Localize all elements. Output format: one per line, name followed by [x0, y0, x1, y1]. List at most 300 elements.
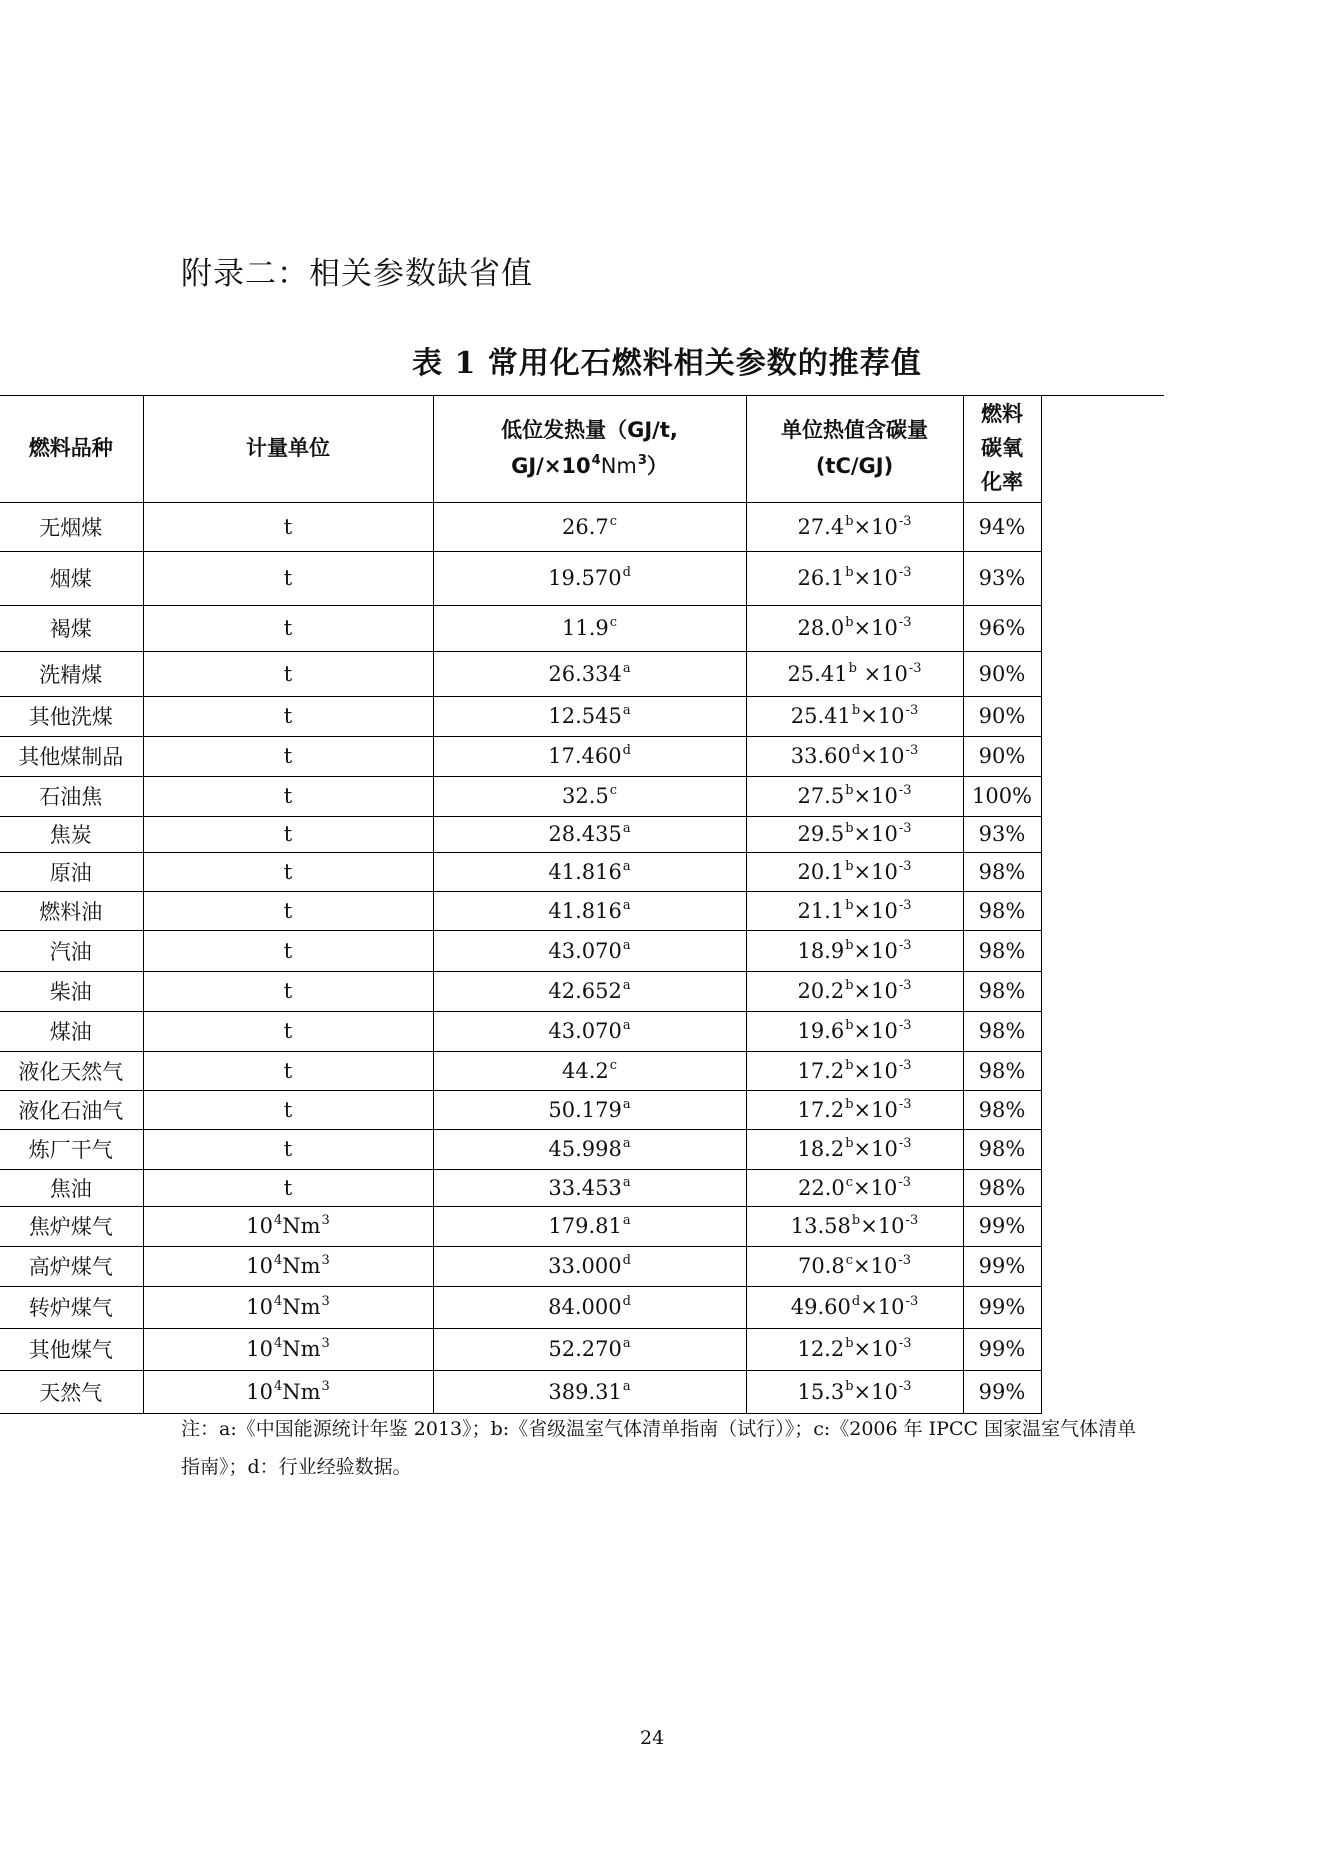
table-row	[0, 551, 1041, 605]
cc-value: 21.1	[797, 898, 845, 923]
unit-value: t	[283, 938, 293, 963]
cell-carbon-content	[746, 502, 963, 551]
cc-value: 17.2	[797, 1097, 845, 1122]
cell-unit	[143, 852, 433, 891]
cc-multiplier: ×10	[853, 1175, 898, 1200]
cell-oxidation-rate: 93%	[963, 816, 1041, 852]
cc-power: -3	[898, 1378, 912, 1394]
cc-value: 26.1	[797, 566, 845, 590]
cell-oxidation-rate: 90%	[963, 696, 1041, 736]
cc-multiplier: ×10	[853, 1379, 898, 1404]
cell-unit	[143, 736, 433, 776]
table-row	[0, 1370, 1041, 1413]
cc-power: -3	[898, 1253, 912, 1268]
cell-unit	[143, 605, 433, 651]
cell-ncv	[433, 852, 746, 891]
unit-exp: 4	[273, 1253, 283, 1268]
ncv-value: 42.652	[548, 979, 622, 1003]
cc-multiplier: ×10	[853, 822, 898, 846]
unit-nm: Nm	[282, 1254, 321, 1278]
ncv-value: 33.453	[548, 1175, 622, 1200]
cell-fuel: 其他煤气	[0, 1328, 143, 1370]
header-fuel: 燃料品种	[0, 395, 143, 502]
cell-ncv	[433, 1206, 746, 1246]
cc-power: -3	[898, 937, 912, 953]
ncv-source: a	[622, 660, 631, 676]
header-ox-line3: 化率	[981, 470, 1023, 495]
header-ncv-l2-exp: 4	[591, 453, 601, 469]
ncv-value: 45.998	[548, 1137, 622, 1161]
unit-value: t	[283, 859, 293, 884]
cc-source: b	[845, 978, 854, 993]
cc-multiplier: ×10	[860, 744, 905, 768]
table-header-row	[0, 395, 1041, 502]
cell-oxidation-rate: 96%	[963, 605, 1041, 651]
cell-unit	[143, 651, 433, 696]
cell-carbon-content	[746, 1206, 963, 1246]
cell-carbon-content	[746, 891, 963, 930]
cc-multiplier: ×10	[853, 859, 898, 884]
ncv-source: c	[609, 615, 618, 630]
cell-unit	[143, 1169, 433, 1206]
cc-power: -3	[905, 703, 919, 718]
appendix-heading: 附录二：相关参数缺省值	[181, 256, 533, 292]
cell-unit	[143, 1206, 433, 1246]
cc-source: b	[845, 615, 854, 630]
cell-carbon-content	[746, 1246, 963, 1286]
unit-value: t	[283, 566, 293, 590]
table-row	[0, 1169, 1041, 1206]
cell-ncv	[433, 502, 746, 551]
unit-value: t	[283, 514, 293, 539]
cell-unit	[143, 1090, 433, 1129]
cell-unit	[143, 502, 433, 551]
cc-power: -3	[898, 1096, 912, 1112]
unit-value: t	[283, 616, 293, 640]
cc-multiplier: ×10	[853, 1019, 898, 1043]
cc-source: c	[845, 1253, 854, 1268]
cc-source: b	[845, 783, 854, 798]
table-row	[0, 605, 1041, 651]
cc-source: b	[845, 821, 854, 836]
cell-oxidation-rate: 94%	[963, 502, 1041, 551]
cell-oxidation-rate: 98%	[963, 1129, 1041, 1169]
cell-fuel: 燃料油	[0, 891, 143, 930]
cc-value: 27.5	[797, 784, 845, 808]
header-ncv	[433, 395, 746, 502]
cc-power: -3	[898, 897, 912, 913]
cc-value: 13.58	[790, 1214, 851, 1238]
cc-source: b	[845, 1057, 854, 1073]
cell-ncv	[433, 971, 746, 1011]
table-footnote: 注：a:《中国能源统计年鉴 2013》；b:《省级温室气体清单指南（试行）》；c:《2006 年 IPCC 国家温室气体清单指南》；d：行业经验数据。	[181, 1418, 1137, 1478]
table-row	[0, 930, 1041, 971]
cc-power: -3	[905, 743, 919, 758]
cc-value: 19.6	[797, 1019, 845, 1043]
ncv-source: a	[622, 1336, 631, 1351]
cell-carbon-content	[746, 1011, 963, 1051]
header-ncv-l2-end: ）	[646, 454, 668, 479]
cell-oxidation-rate: 98%	[963, 1090, 1041, 1129]
ncv-value: 44.2	[561, 1058, 609, 1083]
cc-value: 20.1	[797, 859, 845, 884]
cc-source: b	[845, 937, 854, 953]
cc-source: b	[851, 1213, 861, 1228]
ncv-source: a	[622, 1018, 631, 1033]
ncv-source: d	[622, 743, 631, 758]
cell-carbon-content	[746, 1169, 963, 1206]
unit-value: t	[283, 1137, 293, 1161]
cell-carbon-content	[746, 1370, 963, 1413]
table-row	[0, 852, 1041, 891]
cell-fuel: 洗精煤	[0, 651, 143, 696]
cell-carbon-content	[746, 852, 963, 891]
cc-multiplier: ×10	[853, 1137, 898, 1161]
table-row	[0, 816, 1041, 852]
unit-exp2: 3	[321, 1213, 330, 1228]
ncv-value: 26.334	[548, 661, 622, 686]
cc-multiplier: ×10	[853, 1058, 898, 1083]
cc-source: c	[845, 1174, 854, 1190]
cell-oxidation-rate: 90%	[963, 651, 1041, 696]
ncv-value: 12.545	[548, 704, 622, 728]
ncv-source: a	[622, 1096, 631, 1112]
ncv-source: c	[609, 783, 618, 798]
cc-value: 28.0	[797, 616, 845, 640]
unit-exp: 4	[273, 1378, 283, 1394]
cell-unit	[143, 930, 433, 971]
cell-oxidation-rate: 98%	[963, 1011, 1041, 1051]
cell-unit	[143, 551, 433, 605]
unit-value: t	[283, 661, 293, 686]
table-row	[0, 736, 1041, 776]
cell-carbon-content	[746, 605, 963, 651]
ncv-source: a	[622, 1213, 631, 1228]
unit-base: 10	[246, 1214, 273, 1238]
table-row	[0, 891, 1041, 930]
cc-power: -3	[898, 1057, 912, 1073]
cc-source: b	[845, 565, 854, 580]
cell-ncv	[433, 1246, 746, 1286]
cell-ncv	[433, 891, 746, 930]
cell-oxidation-rate: 99%	[963, 1286, 1041, 1328]
ncv-source: a	[622, 858, 631, 874]
cell-unit	[143, 1129, 433, 1169]
ncv-value: 33.000	[548, 1254, 622, 1278]
cell-ncv	[433, 1286, 746, 1328]
cell-ncv	[433, 1090, 746, 1129]
cell-unit	[143, 1370, 433, 1413]
cell-fuel: 烟煤	[0, 551, 143, 605]
ncv-source: c	[609, 1057, 618, 1073]
table-row	[0, 1206, 1041, 1246]
cell-carbon-content	[746, 651, 963, 696]
cell-fuel: 液化石油气	[0, 1090, 143, 1129]
cell-oxidation-rate: 98%	[963, 1169, 1041, 1206]
header-ncv-l2-post: Nm	[600, 454, 637, 479]
ncv-value: 32.5	[561, 784, 609, 808]
cc-source: b	[845, 1336, 854, 1351]
cell-carbon-content	[746, 1129, 963, 1169]
cc-power: -3	[898, 513, 912, 529]
cell-carbon-content	[746, 1328, 963, 1370]
cc-value: 12.2	[797, 1337, 845, 1361]
cell-fuel: 其他洗煤	[0, 696, 143, 736]
cell-fuel: 石油焦	[0, 776, 143, 816]
cell-ncv	[433, 651, 746, 696]
cell-oxidation-rate: 93%	[963, 551, 1041, 605]
cc-source: b	[848, 660, 857, 676]
unit-base: 10	[246, 1379, 273, 1404]
cell-oxidation-rate: 99%	[963, 1246, 1041, 1286]
cc-value: 22.0	[797, 1175, 845, 1200]
ncv-source: a	[622, 1378, 631, 1394]
cell-fuel: 褐煤	[0, 605, 143, 651]
header-ox-line2: 碳氧	[981, 436, 1023, 461]
cc-power: -3	[898, 1174, 912, 1190]
cc-value: 25.41	[790, 704, 851, 728]
unit-nm: Nm	[282, 1295, 321, 1319]
cell-ncv	[433, 930, 746, 971]
unit-base: 10	[246, 1337, 273, 1361]
cell-unit	[143, 1286, 433, 1328]
ncv-value: 43.070	[548, 1019, 622, 1043]
cc-source: b	[845, 1018, 854, 1033]
unit-value: t	[283, 979, 293, 1003]
cell-carbon-content	[746, 930, 963, 971]
ncv-value: 17.460	[548, 744, 622, 768]
ncv-source: d	[622, 1253, 631, 1268]
page-number: 24	[640, 1727, 665, 1749]
cell-ncv	[433, 776, 746, 816]
cc-power: -3	[905, 1294, 919, 1309]
cell-oxidation-rate: 98%	[963, 891, 1041, 930]
unit-nm: Nm	[282, 1214, 321, 1238]
cc-multiplier: ×10	[853, 1254, 898, 1278]
cc-power: -3	[898, 1136, 912, 1151]
cell-oxidation-rate: 98%	[963, 852, 1041, 891]
cc-value: 18.9	[797, 938, 845, 963]
unit-exp2: 3	[321, 1336, 330, 1351]
cell-ncv	[433, 1129, 746, 1169]
cc-source: b	[845, 513, 854, 529]
cell-carbon-content	[746, 816, 963, 852]
table-row	[0, 1129, 1041, 1169]
cc-value: 25.41	[787, 661, 848, 686]
cell-ncv	[433, 605, 746, 651]
cell-oxidation-rate: 98%	[963, 930, 1041, 971]
ncv-source: a	[622, 937, 631, 953]
cc-value: 20.2	[797, 979, 845, 1003]
cell-fuel: 焦炉煤气	[0, 1206, 143, 1246]
unit-value: t	[283, 898, 293, 923]
header-carbon-content	[746, 395, 963, 502]
ncv-value: 43.070	[548, 938, 622, 963]
ncv-source: c	[609, 513, 618, 529]
unit-exp: 4	[273, 1336, 283, 1351]
ncv-value: 19.570	[548, 566, 622, 590]
cell-unit	[143, 971, 433, 1011]
ncv-source: a	[622, 978, 631, 993]
ncv-value: 41.816	[548, 898, 622, 923]
header-ncv-line1: 低位发热量（GJ/t,	[501, 418, 678, 443]
cc-power: -3	[898, 783, 912, 798]
cell-unit	[143, 891, 433, 930]
cc-multiplier: ×10	[853, 938, 898, 963]
table-row	[0, 1286, 1041, 1328]
cell-carbon-content	[746, 1051, 963, 1090]
cell-carbon-content	[746, 736, 963, 776]
cell-ncv	[433, 816, 746, 852]
ncv-value: 389.31	[548, 1379, 622, 1404]
cell-oxidation-rate: 98%	[963, 1051, 1041, 1090]
cell-fuel: 焦油	[0, 1169, 143, 1206]
cc-value: 18.2	[797, 1137, 845, 1161]
unit-exp: 4	[273, 1213, 283, 1228]
cell-fuel: 柴油	[0, 971, 143, 1011]
cell-fuel: 汽油	[0, 930, 143, 971]
unit-base: 10	[246, 1254, 273, 1278]
cc-multiplier: ×10	[853, 1337, 898, 1361]
header-ncv-l2-pre: GJ/×10	[511, 454, 591, 479]
header-ncv-line2	[434, 448, 746, 484]
unit-exp2: 3	[321, 1378, 330, 1394]
ncv-value: 179.81	[548, 1214, 622, 1238]
cc-power: -3	[898, 978, 912, 993]
cell-fuel: 煤油	[0, 1011, 143, 1051]
cc-source: d	[851, 743, 861, 758]
cell-fuel: 天然气	[0, 1370, 143, 1413]
cell-ncv	[433, 551, 746, 605]
cell-unit	[143, 1011, 433, 1051]
cc-source: b	[845, 897, 854, 913]
unit-nm: Nm	[282, 1337, 321, 1361]
unit-value: t	[283, 1058, 293, 1083]
cell-fuel: 高炉煤气	[0, 1246, 143, 1286]
cc-multiplier: ×10	[856, 661, 908, 686]
table-row	[0, 1051, 1041, 1090]
ncv-value: 26.7	[561, 514, 609, 539]
cell-ncv	[433, 736, 746, 776]
cc-value: 70.8	[797, 1254, 845, 1278]
cc-multiplier: ×10	[853, 566, 898, 590]
cell-fuel: 其他煤制品	[0, 736, 143, 776]
cell-oxidation-rate: 99%	[963, 1206, 1041, 1246]
cc-power: -3	[898, 565, 912, 580]
cc-multiplier: ×10	[853, 979, 898, 1003]
ncv-value: 52.270	[548, 1337, 622, 1361]
table-row	[0, 651, 1041, 696]
cell-unit	[143, 1051, 433, 1090]
unit-base: 10	[246, 1295, 273, 1319]
table-row	[0, 1090, 1041, 1129]
cell-oxidation-rate: 99%	[963, 1370, 1041, 1413]
cc-power: -3	[905, 1213, 919, 1228]
ncv-source: a	[622, 703, 631, 718]
header-ncv-l2-exp2: 3	[637, 453, 647, 469]
cc-value: 27.4	[797, 514, 845, 539]
cell-oxidation-rate: 99%	[963, 1328, 1041, 1370]
header-cc-line2: (tC/GJ)	[815, 454, 894, 479]
cc-multiplier: ×10	[853, 784, 898, 808]
header-unit: 计量单位	[143, 395, 433, 502]
cc-multiplier: ×10	[860, 1295, 905, 1319]
cc-source: b	[845, 1378, 854, 1394]
cell-ncv	[433, 1011, 746, 1051]
ncv-value: 11.9	[561, 616, 609, 640]
cc-value: 15.3	[797, 1379, 845, 1404]
cell-fuel: 原油	[0, 852, 143, 891]
ncv-source: d	[622, 1294, 631, 1309]
cell-carbon-content	[746, 971, 963, 1011]
table-row	[0, 502, 1041, 551]
cc-multiplier: ×10	[853, 1097, 898, 1122]
cell-unit	[143, 1328, 433, 1370]
cell-oxidation-rate: 100%	[963, 776, 1041, 816]
ncv-value: 84.000	[548, 1295, 622, 1319]
cell-carbon-content	[746, 551, 963, 605]
table-body	[0, 502, 1041, 1413]
cc-power: -3	[898, 821, 912, 836]
unit-nm: Nm	[282, 1379, 321, 1404]
cell-fuel: 转炉煤气	[0, 1286, 143, 1328]
table-row	[0, 696, 1041, 736]
unit-value: t	[283, 1097, 293, 1122]
cell-fuel: 无烟煤	[0, 502, 143, 551]
ncv-value: 50.179	[548, 1097, 622, 1122]
header-oxidation-rate	[963, 395, 1041, 502]
cell-ncv	[433, 1328, 746, 1370]
cc-power: -3	[898, 615, 912, 630]
unit-exp2: 3	[321, 1253, 330, 1268]
cc-source: d	[851, 1294, 861, 1309]
ncv-source: a	[622, 821, 631, 836]
ncv-source: a	[622, 897, 631, 913]
cc-power: -3	[898, 1018, 912, 1033]
header-cc-line1: 单位热值含碳量	[781, 418, 928, 443]
table-row	[0, 776, 1041, 816]
fuel-parameters-table	[0, 395, 1042, 1414]
cc-power: -3	[898, 1336, 912, 1351]
cell-carbon-content	[746, 696, 963, 736]
cc-value: 29.5	[797, 822, 845, 846]
cc-multiplier: ×10	[853, 616, 898, 640]
cc-source: b	[845, 1096, 854, 1112]
cell-unit	[143, 816, 433, 852]
table-row	[0, 1246, 1041, 1286]
unit-value: t	[283, 1019, 293, 1043]
unit-value: t	[283, 1175, 293, 1200]
cc-source: b	[845, 1136, 854, 1151]
unit-exp2: 3	[321, 1294, 330, 1309]
cell-ncv	[433, 1370, 746, 1413]
cc-source: b	[845, 858, 854, 874]
cell-ncv	[433, 1169, 746, 1206]
ncv-source: a	[622, 1136, 631, 1151]
ncv-source: a	[622, 1174, 631, 1190]
ncv-source: d	[622, 565, 631, 580]
cell-carbon-content	[746, 776, 963, 816]
table-row	[0, 971, 1041, 1011]
cell-fuel: 炼厂干气	[0, 1129, 143, 1169]
cc-value: 49.60	[790, 1295, 851, 1319]
cc-multiplier: ×10	[853, 514, 898, 539]
table-row	[0, 1011, 1041, 1051]
cc-multiplier: ×10	[860, 1214, 905, 1238]
unit-value: t	[283, 784, 293, 808]
cell-unit	[143, 1246, 433, 1286]
unit-value: t	[283, 704, 293, 728]
